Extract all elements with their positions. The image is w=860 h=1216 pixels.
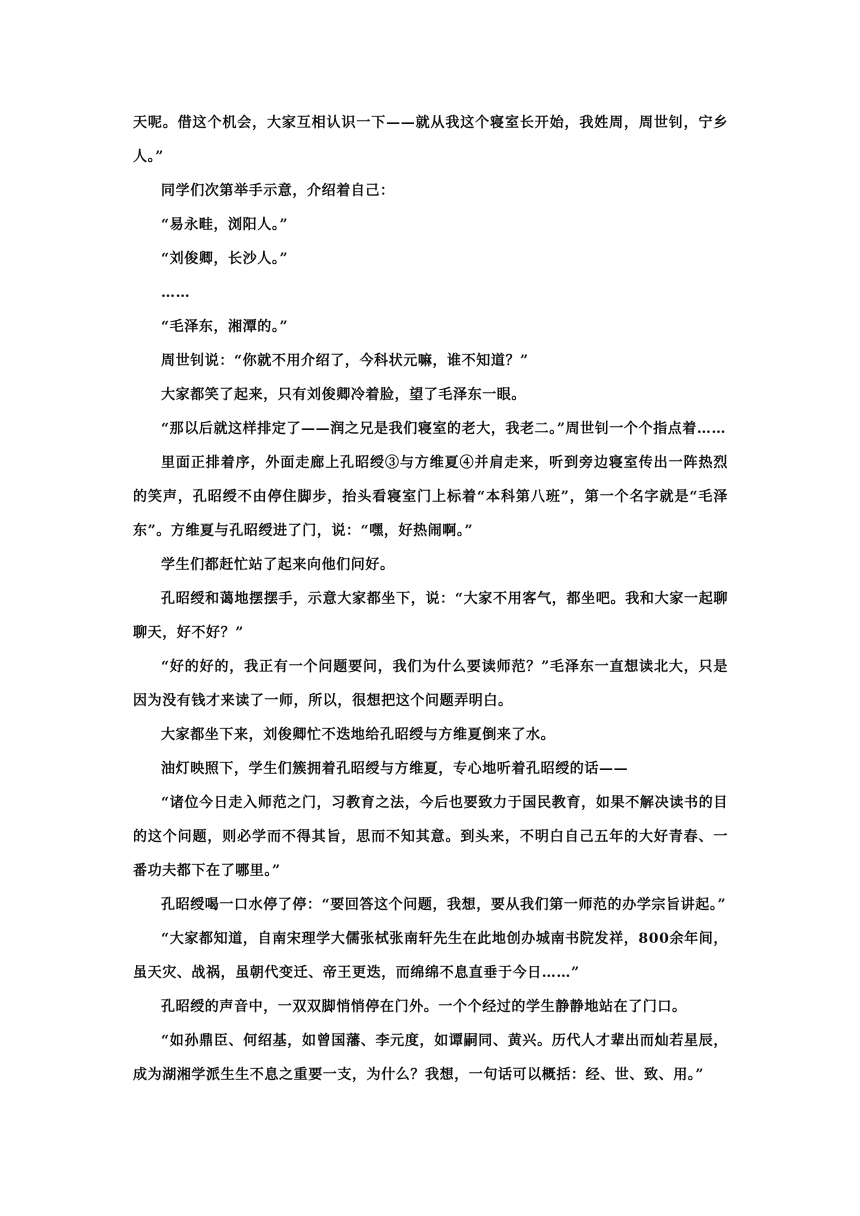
paragraph: 油灯映照下，学生们簇拥着孔昭绶与方维夏，专心地听着孔昭绶的话—— [161,761,629,777]
paragraph: “好的好的，我正有一个问题要问，我们为什么要读师范？”毛泽东一直想读北大，只是因为没有钱才来读了一师，所以，很想把这个问题弄明白。 [133,659,728,709]
paragraph: “毛泽东，湘潭的。” [161,319,289,335]
paragraph: “那以后就这样排定了——润之兄是我们寝室的老大，我老二。”周世钊一个个指点着…… [161,421,727,437]
paragraph: “如孙鼎臣、何绍基，如曾国藩、李元度，如谭嗣同、黄兴。历代人才辈出而灿若星辰，成为湖湘学派生生不息之重要一支，为什么？我想，一句话可以概括：经、世、致、用。” [133,1033,728,1083]
paragraph: 里面正排着序，外面走廊上孔昭绶③与方维夏④并肩走来，听到旁边寝室传出一阵热烈的笑声，孔昭绶不由停住脚步，抬头看寝室门上标着“本科第八班”，第一个名字就是“毛泽东”。方维夏与孔昭绶进了门，说：“嘿，好热闹啊。” [133,455,728,539]
document-body [133,106,728,1092]
paragraph: 孔昭绶和蔼地摆摆手，示意大家都坐下，说：“大家不用客气，都坐吧。我和大家一起聊聊天，好不好？” [133,591,728,641]
paragraph: 大家都坐下来，刘俊卿忙不迭地给孔昭绶与方维夏倒来了水。 [161,727,556,743]
paragraph: 天呢。借这个机会，大家互相认识一下——就从我这个寝室长开始，我姓周，周世钊，宁乡人。” [133,115,728,165]
paragraph: “诸位今日走入师范之门，习教育之法，今后也要致力于国民教育，如果不解决读书的目的这个问题，则必学而不得其旨，思而不知其意。到头来，不明白自己五年的大好青春、一番功夫都下在了哪里。” [133,795,728,879]
paragraph: 同学们次第举手示意，介绍着自己： [161,183,395,199]
paragraph: “易永畦，浏阳人。” [161,217,289,233]
paragraph: …… [161,285,191,301]
paragraph: 学生们都赶忙站了起来向他们问好。 [161,557,395,573]
paragraph: 大家都笑了起来，只有刘俊卿冷着脸，望了毛泽东一眼。 [161,387,526,403]
paragraph: “刘俊卿，长沙人。” [161,251,289,267]
paragraph: 周世钊说：“你就不用介绍了，今科状元嘛，谁不知道？” [161,353,529,369]
paragraph: 孔昭绶的声音中，一双双脚悄悄停在门外。一个个经过的学生静静地站在了门口。 [161,999,687,1015]
paragraph: “大家都知道，自南宋理学大儒张栻张南轩先生在此地创办城南书院发祥，800余年间，虽天灾、战祸，虽朝代变迁、帝王更迭，而绵绵不息直垂于今日……” [133,931,728,981]
paragraph: 孔昭绶喝一口水停了停：“要回答这个问题，我想，要从我们第一师范的办学宗旨讲起。” [161,897,727,913]
